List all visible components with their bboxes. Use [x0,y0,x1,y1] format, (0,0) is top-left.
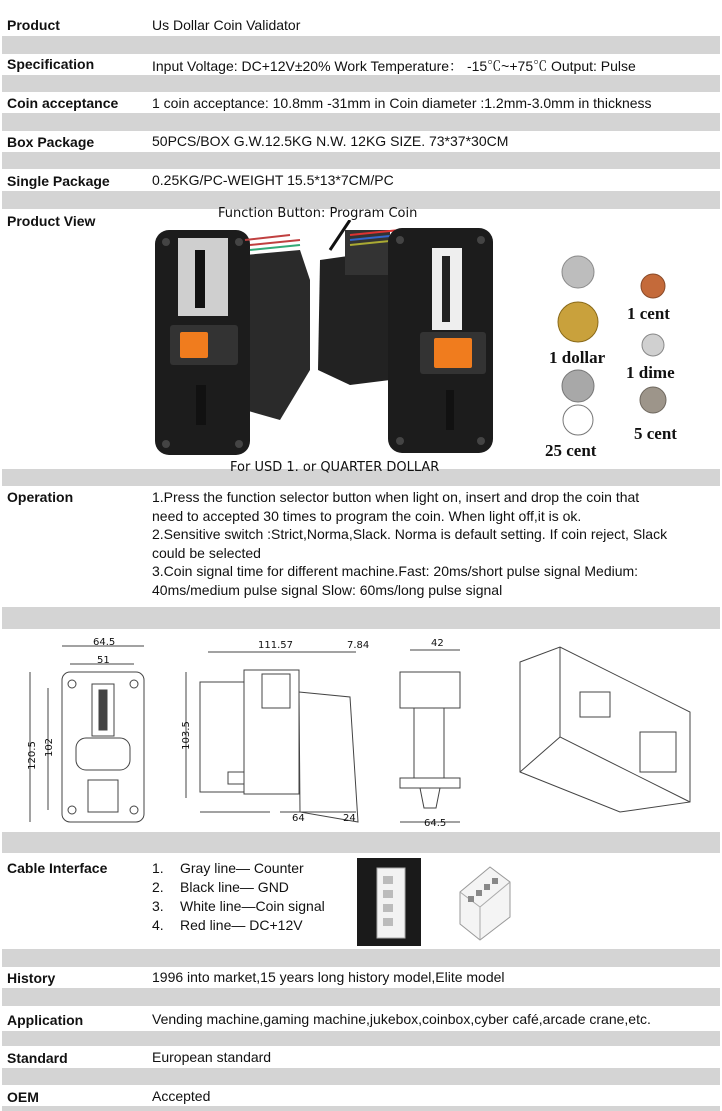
operation-line: 2.Sensitive switch :Strict,Norma,Slack. Norma is default setting. If coin reject, Slack [152,526,668,542]
usd-caption: For USD 1. or QUARTER DOLLAR [230,460,440,475]
separator [2,75,720,92]
operation-line: 40ms/medium pulse signal Slow: 60ms/long pulse signal [152,581,503,598]
coin-dime-image [642,334,664,356]
function-button-caption: Function Button: Program Coin [218,206,418,221]
dim-102: 102 [44,737,56,758]
box-package-value: 50PCS/BOX G.W.12.5KG N.W. 12KG SIZE. 73*37*30CM [152,133,509,149]
operation-line: could be selected [152,544,261,561]
connector-photo [357,858,421,946]
dim-42: 42 [431,638,444,649]
separator [2,1068,720,1085]
coin-label-1-dollar: 1 dollar [549,348,606,367]
cable-item: 3. White line—Coin signal [152,898,325,914]
oem-value: Accepted [152,1088,211,1104]
coin-quarter-back-image [562,370,594,402]
coin-acceptance-value: 1 coin acceptance: 10.8mm -31mm in Coin diameter :1.2mm-3.0mm in thickness [152,95,652,111]
box-package-label: Box Package [7,134,95,150]
dim-51: 51 [97,655,110,666]
dim-64-5-narrow: 64.5 [424,818,447,829]
specification-label: Specification [7,56,95,72]
product-value: Us Dollar Coin Validator [152,17,301,33]
drawing-narrow-view [400,650,460,822]
coin-label-1-cent: 1 cent [627,304,670,323]
coin-quarter-outline-image [563,405,593,435]
separator [2,832,720,853]
specification-value: Input Voltage: DC+12V±20% Work Temperature： -15℃~+75℃ Output: Pulse [152,58,636,74]
drawing-isometric-view [520,647,690,812]
dim-103-5: 103.5 [180,721,192,750]
coin-acceptance-label: Coin acceptance [7,95,119,111]
standard-label: Standard [7,1050,68,1066]
drawing-front-view [30,646,144,822]
product-label: Product [7,17,60,33]
coin-label-25-cent: 25 cent [545,441,597,460]
separator [2,949,720,967]
coin-label-1-dime: 1 dime [626,363,675,382]
oem-label: OEM [7,1089,39,1105]
operation-line: 1.Press the function selector button when light on, insert and drop the coin that [152,489,640,505]
separator [2,36,720,54]
dim-64: 64 [292,813,305,824]
operation-line: need to accepted 30 times to program the coin. When light off,it is ok. [152,507,582,524]
operation-line: 3.Coin signal time for different machine.Fast: 20ms/short pulse signal Medium: [152,563,639,579]
validator-front-left-image [155,230,310,455]
operation-label: Operation [7,489,74,505]
coin-one-cent-image [641,274,665,298]
dim-24: 24 [343,813,356,824]
application-label: Application [7,1012,84,1028]
validator-front-right-image [388,228,493,453]
coin-one-dollar-image [558,302,598,342]
cable-list [152,859,325,935]
separator [2,988,720,1006]
dim-7-84: 7.84 [347,640,370,651]
cable-item: 4. Red line— DC+12V [152,917,303,933]
history-value: 1996 into market,15 years long history model,Elite model [152,969,505,985]
cable-item: 2. Black line— GND [152,879,289,895]
dim-120-5: 120.5 [26,741,38,770]
separator [2,1031,720,1046]
coin-label-5-cent: 5 cent [634,424,677,443]
separator [2,607,720,629]
cable-item: 1. Gray line— Counter [152,860,304,876]
coin-five-cent-image [640,387,666,413]
standard-value: European standard [152,1049,272,1065]
dim-111-57: 111.57 [258,640,293,651]
separator [2,1106,720,1111]
separator [2,152,720,169]
validator-side-image [318,220,400,385]
connector-housing-image [450,862,520,942]
product-view-label: Product View [7,213,96,229]
application-value: Vending machine,gaming machine,jukebox,coinbox,cyber café,arcade crane,etc. [152,1011,651,1027]
single-package-label: Single Package [7,173,110,189]
separator [2,113,720,131]
single-package-value: 0.25KG/PC-WEIGHT 15.5*13*7CM/PC [152,172,394,188]
operation-text [152,488,717,599]
drawing-side-view [186,652,358,822]
product-photos [150,220,500,460]
history-label: History [7,970,56,986]
cable-interface-label: Cable Interface [7,860,108,876]
coin-quarter-image [562,256,594,288]
dim-64-5: 64.5 [93,637,116,648]
